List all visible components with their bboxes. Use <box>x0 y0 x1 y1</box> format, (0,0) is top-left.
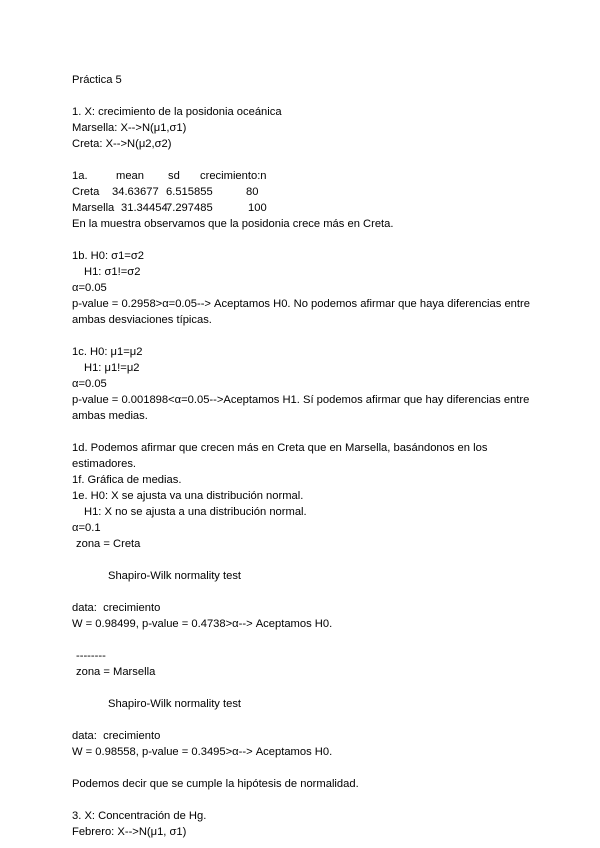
ex1a-label: 1a. <box>72 170 88 182</box>
shapiro-data-label: data: crecimiento <box>72 730 161 742</box>
ex1a-conclusion: En la muestra observamos que la posidonia crece más en Creta. <box>72 218 394 230</box>
ex1c-h0: 1c. H0: μ1=μ2 <box>72 346 143 358</box>
row-mean: 31.34454 <box>121 202 168 214</box>
ex3-heading: 3. X: Concentración de Hg. <box>72 810 207 822</box>
ex1b-pvalue: p-value = 0.2958>α=0.05--> Aceptamos H0. No podemos afirmar que haya diferencias entre ambas desviaciones típicas. <box>72 298 530 326</box>
shapiro-test-title: Shapiro-Wilk normality test <box>108 698 242 710</box>
ex1e-zona-marsella: zona = Marsella <box>76 666 156 678</box>
document-body <box>72 72 542 840</box>
ex1e-alpha: α=0.1 <box>72 522 101 534</box>
ex1-creta-dist: Creta: X-->N(μ2,σ2) <box>72 138 172 150</box>
ex1f-text: 1f. Gráfica de medias. <box>72 474 182 486</box>
header-n: crecimiento:n <box>200 170 267 182</box>
shapiro-result: W = 0.98499, p-value = 0.4738>α--> Aceptamos H0. <box>72 618 333 630</box>
ex1a-row-creta <box>72 184 542 200</box>
shapiro-test-title: Shapiro-Wilk normality test <box>108 570 242 582</box>
row-n: 80 <box>246 186 259 198</box>
ex1e-zona-creta: zona = Creta <box>76 538 141 550</box>
row-zona: Marsella <box>72 202 115 214</box>
ex1b-alpha: α=0.05 <box>72 282 107 294</box>
row-n: 100 <box>248 202 267 214</box>
row-sd: 7.297485 <box>166 202 213 214</box>
ex3-febrero-dist: Febrero: X-->N(μ1, σ1) <box>72 826 187 838</box>
header-mean: mean <box>116 170 144 182</box>
ex1c-h1: H1: μ1!=μ2 <box>84 362 140 374</box>
row-mean: 34.63677 <box>112 186 159 198</box>
ex1c-alpha: α=0.05 <box>72 378 107 390</box>
separator-text: -------- <box>76 650 106 662</box>
header-sd: sd <box>168 170 180 182</box>
ex1d-text: 1d. Podemos afirmar que crecen más en Creta que en Marsella, basándonos en los estimadores. <box>72 442 488 470</box>
ex1-heading: 1. X: crecimiento de la posidonia oceánica <box>72 106 282 118</box>
ex1b-h1: H1: σ1!=σ2 <box>84 266 141 278</box>
ex1a-row-marsella <box>72 200 542 216</box>
ex1a-table-header <box>72 168 542 184</box>
shapiro-data-label: data: crecimiento <box>72 602 161 614</box>
ex1c-pvalue: p-value = 0.001898<α=0.05-->Aceptamos H1. Sí podemos afirmar que hay diferencias entre ambas medias. <box>72 394 530 422</box>
ex1e-h1: H1: X no se ajusta a una distribución normal. <box>84 506 307 518</box>
row-zona: Creta <box>72 186 100 198</box>
ex1-marsella-dist: Marsella: X-->N(μ1,σ1) <box>72 122 187 134</box>
ex1b-h0: 1b. H0: σ1=σ2 <box>72 250 144 262</box>
ex1e-conclusion: Podemos decir que se cumple la hipótesis de normalidad. <box>72 778 359 790</box>
shapiro-result: W = 0.98558, p-value = 0.3495>α--> Aceptamos H0. <box>72 746 333 758</box>
ex1e-h0: 1e. H0: X se ajusta va una distribución normal. <box>72 490 304 502</box>
row-sd: 6.515855 <box>166 186 213 198</box>
document-title: Práctica 5 <box>72 74 122 86</box>
